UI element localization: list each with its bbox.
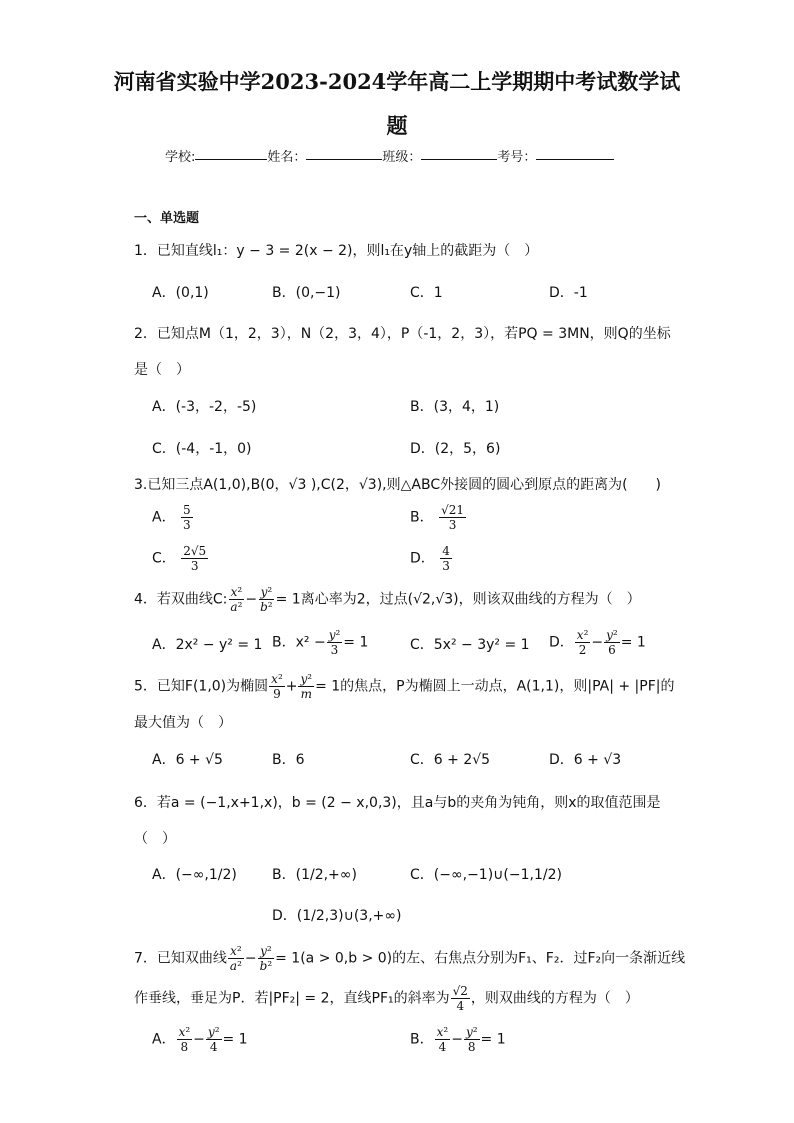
name-label: 姓名： bbox=[267, 150, 307, 165]
q4-option-d: D． $\frac{\text{x²}}{2}$ − $\frac{\text{y²}}{6}$ = 1 bbox=[549, 628, 646, 657]
q2-option-d: D．(2，5，6) bbox=[410, 441, 501, 457]
q3-option-c-fraction: $\frac{2√5}{3}$ bbox=[183, 544, 207, 573]
q3-option-c-label: C． bbox=[152, 550, 176, 567]
q5-option-a: A．6 + √5 bbox=[152, 752, 223, 768]
q3-option-a bbox=[152, 503, 194, 532]
q5-option-d: D．6 + √3 bbox=[549, 752, 622, 768]
q7-stem-continued bbox=[134, 984, 639, 1013]
q4-option-c: C．5x² − 3y² = 1 bbox=[410, 637, 530, 653]
school-label: 学校: bbox=[165, 150, 196, 165]
student-info bbox=[165, 146, 614, 165]
q3-option-d-fraction: $\frac{4}{3}$ bbox=[442, 544, 450, 573]
q2-stem-continued: 是（ ） bbox=[134, 362, 190, 378]
q2-option-a: A．(-3，-2，-5) bbox=[152, 399, 257, 415]
page-title: 河南省实验中学2023-2024学年高二上学期期中考试数学试 bbox=[113, 69, 681, 94]
q3-option-d-label: D． bbox=[410, 550, 435, 567]
q6-stem-continued: （ ） bbox=[134, 831, 176, 847]
q4-option-b-suffix: = 1 bbox=[343, 634, 369, 651]
name-field[interactable] bbox=[306, 146, 382, 160]
q7-option-b: B． $\frac{\text{x²}}{4}$ − $\frac{\text{y²}}{8}$ = 1 bbox=[410, 1025, 506, 1054]
q5-frac-y: $\frac{\text{y²}}{m}$ bbox=[300, 672, 313, 701]
q5-option-b: B．6 bbox=[272, 752, 305, 768]
q4-option-d-suffix: = 1 bbox=[620, 634, 646, 651]
q7-stem-suffix: = 1(a > 0,b > 0)的左、右焦点分别为F₁、F₂．过F₂向一条渐近线 bbox=[275, 950, 686, 967]
q4-option-a: A．2x² − y² = 1 bbox=[152, 637, 263, 653]
q7-slope-fraction: $\frac{√2}{4}$ bbox=[452, 984, 468, 1013]
q4-stem: 4．若双曲线C: $\frac{\text{x²}}{\text{a²}}$ − $\frac{\text{y²}}{\text{b²}}$ = 1离心率为2，过点(√2,√3)，则该双曲线的方程为（ ） bbox=[134, 585, 641, 614]
q7-frac-y: $\frac{\text{y²}}{\text{b²}}$ bbox=[259, 944, 273, 973]
q7-frac-x: $\frac{\text{x²}}{\text{a²}}$ bbox=[229, 944, 242, 973]
q7-stem: 7．已知双曲线 $\frac{\text{x²}}{\text{a²}}$ − $\frac{\text{y²}}{\text{b²}}$ = 1(a > 0,b > 0)的左、右焦点分别为F₁、F₂．过F₂向一条渐近线 bbox=[134, 944, 686, 973]
q7-option-a-label: A． bbox=[152, 1031, 176, 1048]
class-label: 班级： bbox=[382, 150, 422, 165]
q1-option-a: A．(0,1) bbox=[152, 285, 209, 301]
q4-option-b bbox=[272, 628, 368, 657]
page-title-continued: 题 bbox=[386, 113, 408, 138]
q7-option-b-label: B． bbox=[410, 1031, 434, 1048]
q2-option-b: B．(3，4，1) bbox=[410, 399, 500, 415]
q1-option-d: D．-1 bbox=[549, 285, 588, 301]
q7-stem2-prefix: 作垂线，垂足为P．若|PF₂| = 2，直线PF₁的斜率为 bbox=[134, 990, 450, 1007]
q7-option-a: A． $\frac{\text{x²}}{8}$ − $\frac{\text{y²}}{4}$ = 1 bbox=[152, 1025, 248, 1054]
q5-stem: 5．已知F(1,0)为椭圆 $\frac{\text{x²}}{9}$ + $\frac{\text{y²}}{m}$ = 1的焦点，P为椭圆上一动点，A(1,1)，则|PA| + |PF|的 bbox=[134, 672, 675, 701]
q3-option-a-fraction: $\frac{5}{3}$ bbox=[183, 503, 191, 532]
section-heading: 一、单选题 bbox=[134, 211, 200, 226]
q7-option-a-frac-x: $\frac{\text{x²}}{8}$ bbox=[178, 1025, 191, 1054]
q4-frac-x: $\frac{\text{x²}}{\text{a²}}$ bbox=[230, 585, 243, 614]
q7-option-b-frac-y: $\frac{\text{y²}}{8}$ bbox=[465, 1025, 478, 1054]
q3-option-c bbox=[152, 544, 209, 573]
class-field[interactable] bbox=[421, 146, 497, 160]
q3-option-a-label: A． bbox=[152, 509, 176, 526]
q3-stem: 3.已知三点A(1,0),B(0，√3 ),C(2，√3),则△ABC外接圆的圆心到原点的距离为( ) bbox=[134, 477, 662, 493]
q3-option-b bbox=[410, 503, 467, 532]
q7-stem2-suffix: ，则双曲线的方程为（ ） bbox=[470, 990, 639, 1007]
q4-option-b-fraction: $\frac{\text{y²}}{3}$ bbox=[328, 628, 341, 657]
q4-option-d-frac-x: $\frac{\text{x²}}{2}$ bbox=[576, 628, 589, 657]
q2-stem: 2．已知点M（1，2，3），N（2，3，4），P（-1，2，3），若PQ = 3MN，则Q的坐标 bbox=[134, 326, 671, 342]
q1-option-b: B．(0,−1) bbox=[272, 285, 341, 301]
q6-stem: 6．若a = (−1,x+1,x)，b = (2 − x,0,3)，且a与b的夹角为钝角，则x的取值范围是 bbox=[134, 795, 661, 811]
school-field[interactable] bbox=[195, 146, 267, 160]
q6-option-c: C．(−∞,−1)∪(−1,1/2) bbox=[410, 867, 562, 883]
q4-option-b-prefix: B．x² − bbox=[272, 634, 326, 651]
q4-option-d-frac-y: $\frac{\text{y²}}{6}$ bbox=[606, 628, 618, 657]
q1-option-c: C．1 bbox=[410, 285, 443, 301]
q6-option-d: D．(1/2,3)∪(3,+∞) bbox=[272, 908, 402, 924]
q5-stem-continued: 最大值为（ ） bbox=[134, 715, 232, 731]
q2-option-c: C．(-4，-1，0) bbox=[152, 441, 252, 457]
number-label: 考号： bbox=[497, 150, 537, 165]
q3-option-b-label: B． bbox=[410, 509, 434, 526]
q7-stem-prefix: 7．已知双曲线 bbox=[134, 950, 227, 967]
q3-option-d bbox=[410, 544, 453, 573]
q5-stem-suffix: = 1的焦点，P为椭圆上一动点，A(1,1)，则|PA| + |PF|的 bbox=[315, 678, 675, 695]
q7-option-a-frac-y: $\frac{\text{y²}}{4}$ bbox=[207, 1025, 220, 1054]
number-field[interactable] bbox=[536, 146, 614, 160]
q5-frac-x: $\frac{\text{x²}}{9}$ bbox=[271, 672, 283, 701]
q5-option-c: C．6 + 2√5 bbox=[410, 752, 491, 768]
q4-stem-suffix: = 1离心率为2，过点(√2,√3)，则该双曲线的方程为（ ） bbox=[275, 591, 641, 608]
q4-frac-y: $\frac{\text{y²}}{\text{b²}}$ bbox=[260, 585, 273, 614]
q6-option-a: A．(−∞,1/2) bbox=[152, 867, 237, 883]
q1-stem: 1．已知直线l₁：y − 3 = 2(x − 2)，则l₁在y轴上的截距为（ ） bbox=[134, 243, 539, 259]
q3-option-b-fraction: $\frac{√21}{3}$ bbox=[441, 503, 464, 532]
q5-stem-prefix: 5．已知F(1,0)为椭圆 bbox=[134, 678, 269, 695]
q6-option-b: B．(1/2,+∞) bbox=[272, 867, 357, 883]
q4-stem-prefix: 4．若双曲线C: bbox=[134, 591, 228, 608]
q7-option-b-frac-x: $\frac{\text{x²}}{4}$ bbox=[436, 1025, 449, 1054]
